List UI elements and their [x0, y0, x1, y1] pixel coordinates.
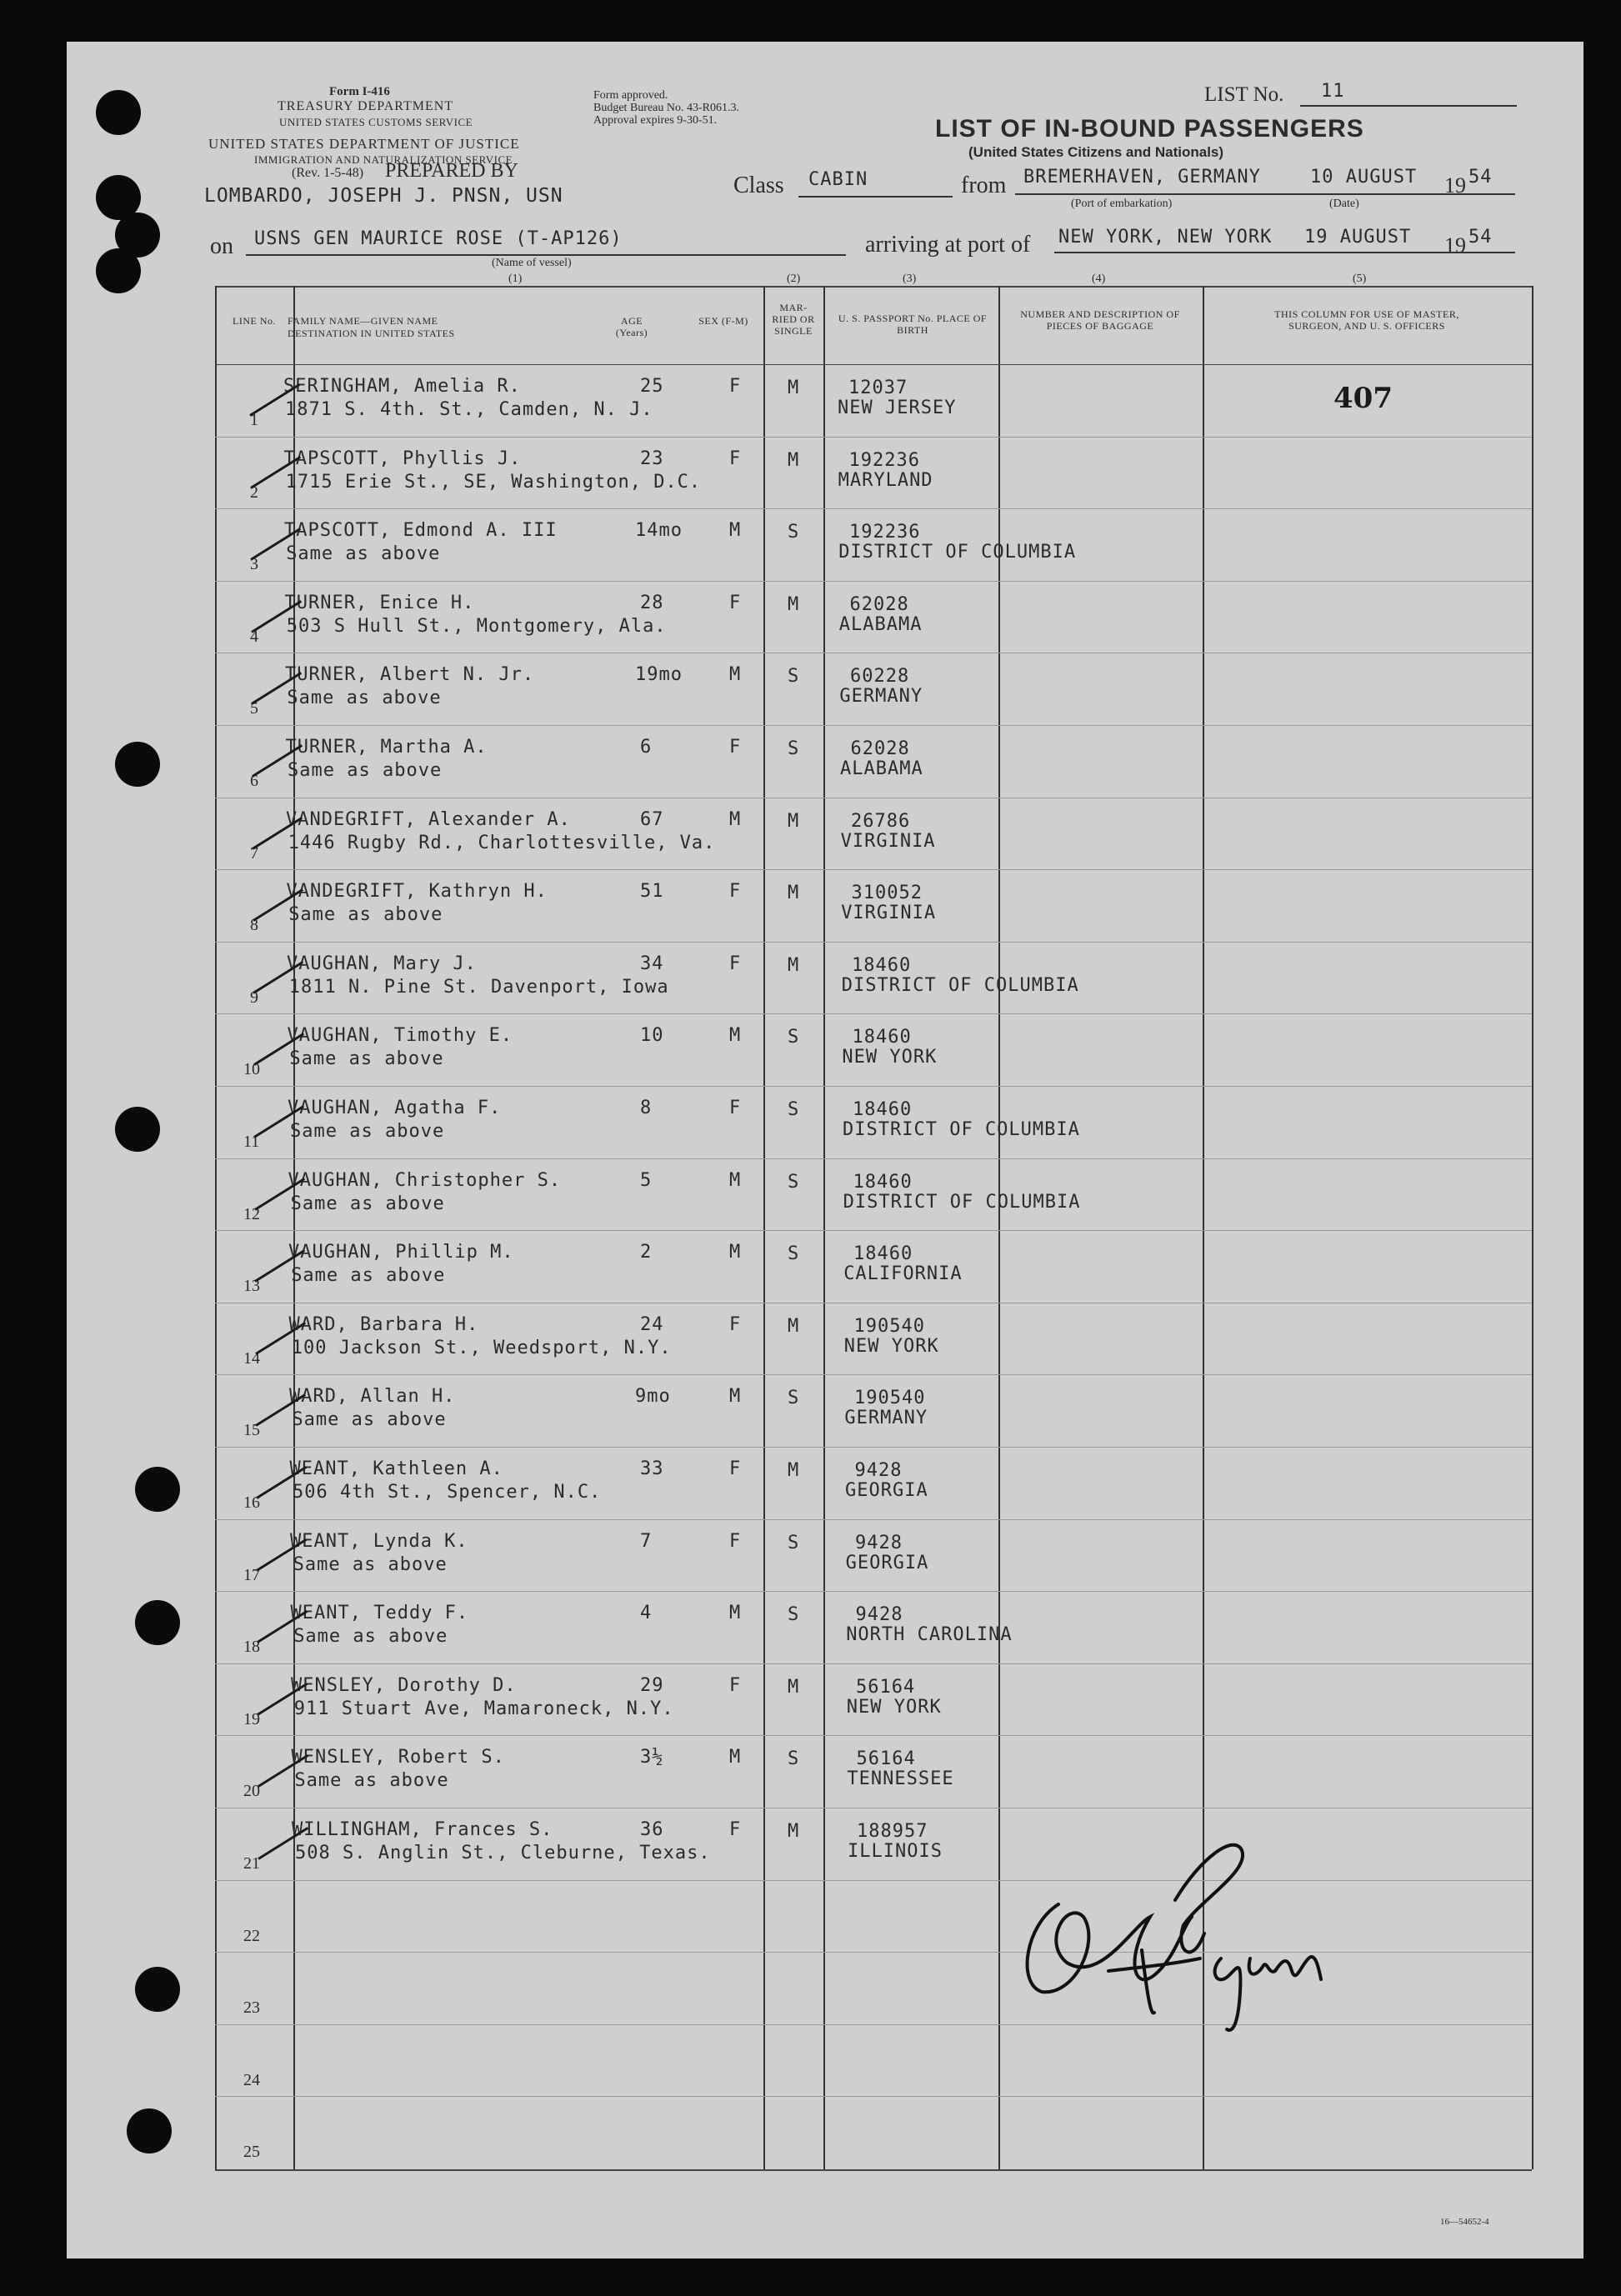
- col-num: (3): [903, 273, 917, 285]
- passport-number: 9428: [855, 1604, 903, 1626]
- destination-address: 1811 N. Pine St. Davenport, Iowa: [288, 976, 669, 998]
- embark-year-prefix: 19: [1444, 173, 1466, 198]
- embarkation-date: 10 AUGUST: [1310, 167, 1418, 188]
- passenger-name: TAPSCOTT, Phyllis J.: [283, 448, 522, 469]
- underline: [246, 254, 846, 256]
- destination-address: 1446 Rugby Rd., Charlottesville, Va.: [288, 832, 716, 853]
- header-age: AGE (Years): [615, 315, 648, 338]
- footer-code: 16—54652-4: [1440, 2217, 1489, 2227]
- marital-status: M: [788, 1676, 800, 1698]
- age: 29: [640, 1674, 664, 1696]
- passport-number: 188957: [857, 1821, 928, 1842]
- line-number: 12: [243, 1204, 260, 1223]
- underline: [798, 196, 953, 198]
- punch-hole: [115, 742, 160, 787]
- passport-number: 62028: [850, 738, 910, 759]
- justice-dept: UNITED STATES DEPARTMENT OF JUSTICE: [208, 136, 520, 152]
- ins-service: IMMIGRATION AND NATURALIZATION SERVICE: [254, 153, 513, 166]
- line-number: 8: [250, 916, 258, 935]
- marital-status: S: [788, 522, 800, 543]
- punch-hole: [135, 1467, 180, 1512]
- destination-address: Same as above: [288, 904, 443, 926]
- place-of-birth: GERMANY: [844, 1408, 928, 1429]
- passport-number: 18460: [853, 1099, 913, 1120]
- header-baggage: NUMBER AND DESCRIPTION OF PIECES OF BAGGAGE: [1020, 308, 1180, 332]
- passenger-name: TAPSCOTT, Edmond A. III: [284, 520, 558, 542]
- line-number: 15: [243, 1421, 260, 1440]
- marital-status: M: [788, 449, 800, 471]
- place-of-birth: DISTRICT OF COLUMBIA: [841, 974, 1079, 996]
- place-of-birth: NEW YORK: [842, 1047, 938, 1068]
- destination-address: 508 S. Anglin St., Cleburne, Texas.: [295, 1843, 711, 1863]
- marital-status: S: [788, 1243, 800, 1265]
- passport-number: 18460: [853, 1243, 913, 1265]
- passenger-name: VANDEGRIFT, Kathryn H.: [286, 881, 548, 903]
- destination-address: 503 S Hull St., Montgomery, Ala.: [286, 615, 667, 637]
- passenger-name: VANDEGRIFT, Alexander A.: [286, 808, 571, 830]
- place-of-birth: TENNESSEE: [847, 1768, 954, 1790]
- destination-address: Same as above: [290, 1121, 445, 1142]
- place-of-birth: ALABAMA: [838, 613, 923, 635]
- destination-address: 1871 S. 4th. St., Camden, N. J.: [285, 399, 653, 420]
- passenger-name: VAUGHAN, Agatha F.: [288, 1098, 502, 1118]
- col-num: (2): [787, 273, 801, 285]
- class-value: CABIN: [808, 169, 868, 190]
- passport-number: 192236: [849, 522, 921, 543]
- marital-status: S: [788, 738, 800, 759]
- place-of-birth: DISTRICT OF COLUMBIA: [838, 542, 1077, 563]
- age: 2: [640, 1242, 653, 1263]
- passenger-name: WEANT, Teddy F.: [290, 1603, 469, 1624]
- age: 14mo: [635, 520, 683, 542]
- table-row: [215, 2096, 1532, 2169]
- header-name: FAMILY NAME—GIVEN NAME: [288, 315, 438, 327]
- age: 8: [640, 1098, 653, 1118]
- place-of-birth: NEW JERSEY: [838, 398, 957, 418]
- sex: F: [729, 1458, 742, 1479]
- passport-number: 9428: [854, 1460, 903, 1481]
- revision: (Rev. 1-5-48): [292, 166, 364, 180]
- sex: M: [729, 1025, 742, 1047]
- age: 9mo: [635, 1386, 671, 1408]
- passport-number: 310052: [851, 883, 923, 904]
- punch-hole: [96, 248, 141, 293]
- passenger-name: WENSLEY, Dorothy D.: [291, 1674, 517, 1696]
- sex: M: [729, 1603, 742, 1624]
- place-of-birth: NEW YORK: [846, 1696, 942, 1718]
- sex: M: [729, 808, 742, 830]
- underline: [1300, 105, 1517, 107]
- marital-status: M: [788, 883, 800, 904]
- line-number: 19: [243, 1709, 260, 1728]
- embarkation-port: BREMERHAVEN, GERMANY: [1023, 167, 1261, 188]
- passenger-name: WEANT, Lynda K.: [290, 1530, 468, 1552]
- place-of-birth: VIRGINIA: [841, 903, 937, 924]
- sex: M: [729, 1386, 742, 1408]
- col-num: (1): [508, 273, 523, 285]
- approval-line: Budget Bureau No. 43-R061.3.: [593, 102, 739, 114]
- marital-status: M: [788, 1460, 800, 1481]
- passport-number: 190540: [853, 1315, 925, 1337]
- age: 19mo: [635, 664, 683, 686]
- passenger-name: VAUGHAN, Phillip M.: [288, 1242, 514, 1263]
- form-id: Form I-416: [329, 85, 390, 98]
- sex: M: [729, 1747, 742, 1768]
- sex: F: [729, 737, 742, 758]
- line-number: 3: [250, 555, 258, 574]
- doc-title: LIST OF IN-BOUND PASSENGERS: [935, 115, 1364, 143]
- passenger-name: SERINGHAM, Amelia R.: [283, 376, 521, 397]
- marital-status: M: [788, 1821, 800, 1842]
- sex: M: [729, 1169, 742, 1191]
- sex: F: [729, 1313, 742, 1335]
- marital-status: M: [788, 593, 800, 615]
- destination-address: Same as above: [289, 1048, 444, 1070]
- destination-address: 100 Jackson St., Weedsport, N.Y.: [291, 1337, 672, 1358]
- line-number: 22: [243, 1926, 260, 1945]
- sex: F: [729, 1530, 742, 1552]
- col-num: (4): [1092, 273, 1106, 285]
- age: 67: [640, 808, 664, 830]
- age: 24: [640, 1313, 664, 1335]
- punch-hole: [135, 1967, 180, 2012]
- header-married: MAR-RIED OR SINGLE: [772, 302, 815, 337]
- passport-number: 56164: [856, 1676, 916, 1698]
- arrival-port: NEW YORK, NEW YORK: [1058, 227, 1273, 248]
- sex: F: [729, 881, 742, 903]
- passport-number: 18460: [852, 954, 912, 976]
- passenger-name: TURNER, Enice H.: [284, 592, 475, 613]
- header-officers: THIS COLUMN FOR USE OF MASTER, SURGEON, AND U. S. OFFICERS: [1274, 308, 1459, 332]
- sex: M: [729, 664, 742, 686]
- marital-status: S: [788, 1099, 800, 1120]
- line-number: 7: [250, 843, 258, 863]
- underline: [1054, 252, 1515, 253]
- place-of-birth: NEW YORK: [843, 1335, 939, 1357]
- line-number: 4: [250, 627, 258, 646]
- place-of-birth: GERMANY: [839, 686, 923, 708]
- age: 36: [640, 1819, 664, 1840]
- line-number: 13: [243, 1277, 260, 1296]
- sex: F: [729, 1819, 742, 1840]
- list-no-label: LIST No.: [1204, 83, 1284, 106]
- arriving-label: arriving at port of: [865, 232, 1031, 258]
- line-number: 25: [243, 2143, 260, 2162]
- officer-signature: [1008, 1825, 1342, 2042]
- passport-number: 18460: [852, 1027, 912, 1048]
- passenger-name: TURNER, Martha A.: [285, 737, 488, 758]
- header-dest: DESTINATION IN UNITED STATES: [288, 328, 455, 339]
- passport-number: 190540: [854, 1388, 926, 1409]
- table-border: [215, 286, 1532, 288]
- passenger-name: WARD, Allan H.: [289, 1386, 456, 1408]
- stamp-number: 407: [1333, 382, 1393, 415]
- passport-number: 18460: [853, 1171, 913, 1193]
- place-of-birth: ILLINOIS: [848, 1841, 943, 1862]
- destination-address: Same as above: [294, 1770, 449, 1792]
- passport-number: 56164: [856, 1748, 916, 1770]
- punch-hole: [135, 1600, 180, 1645]
- marital-status: M: [788, 954, 800, 976]
- passenger-name: TURNER, Albert N. Jr.: [285, 664, 535, 686]
- passport-number: 192236: [848, 449, 920, 471]
- passenger-name: WILLINGHAM, Frances S.: [292, 1819, 553, 1840]
- header-line-no: LINE No.: [233, 315, 276, 327]
- punch-hole: [115, 1107, 160, 1152]
- customs-service: UNITED STATES CUSTOMS SERVICE: [279, 116, 473, 128]
- passenger-name: VAUGHAN, Mary J.: [287, 953, 477, 974]
- place-of-birth: MARYLAND: [838, 469, 933, 491]
- doc-subtitle: (United States Citizens and Nationals): [968, 144, 1224, 160]
- line-number: 21: [243, 1854, 260, 1873]
- treasury-dept: TREASURY DEPARTMENT: [278, 99, 454, 113]
- sex: M: [729, 1242, 742, 1263]
- sex: F: [729, 953, 742, 974]
- date-caption: (Date): [1329, 198, 1359, 210]
- marital-status: S: [788, 1532, 800, 1553]
- age: 6: [640, 737, 653, 758]
- line-number: 16: [243, 1493, 260, 1512]
- destination-address: Same as above: [287, 688, 442, 709]
- place-of-birth: CALIFORNIA: [843, 1263, 963, 1285]
- destination-address: Same as above: [293, 1553, 448, 1575]
- sex: F: [729, 1674, 742, 1696]
- from-label: from: [961, 173, 1007, 198]
- line-number: 1: [250, 411, 258, 429]
- marital-status: M: [788, 810, 800, 832]
- passport-number: 26786: [851, 810, 911, 832]
- line-number: 17: [243, 1565, 260, 1584]
- place-of-birth: DISTRICT OF COLUMBIA: [843, 1191, 1081, 1213]
- destination-address: Same as above: [291, 1265, 446, 1287]
- line-number: 23: [243, 1998, 260, 2018]
- sex: F: [729, 1098, 742, 1118]
- age: 10: [640, 1025, 664, 1047]
- passenger-name: WENSLEY, Robert S.: [291, 1747, 505, 1768]
- marital-status: S: [788, 1027, 800, 1048]
- passport-number: 62028: [849, 593, 909, 615]
- arrival-year-prefix: 19: [1444, 233, 1466, 258]
- table-border: [1532, 286, 1533, 2169]
- passport-number: 60228: [850, 666, 910, 688]
- line-number: 5: [250, 699, 258, 718]
- class-label: Class: [733, 173, 784, 198]
- col-num: (5): [1353, 273, 1367, 285]
- destination-address: 911 Stuart Ave, Mamaroneck, N.Y.: [293, 1698, 674, 1719]
- passenger-name: WEANT, Kathleen A.: [289, 1458, 503, 1479]
- place-of-birth: NORTH CAROLINA: [846, 1624, 1013, 1646]
- sex: M: [729, 520, 742, 542]
- line-number: 18: [243, 1638, 260, 1657]
- vessel-caption: (Name of vessel): [492, 257, 572, 269]
- vessel-name: USNS GEN MAURICE ROSE (T-AP126): [254, 228, 623, 249]
- passport-number: 12037: [848, 378, 908, 398]
- sex: F: [729, 376, 742, 397]
- passenger-name: WARD, Barbara H.: [288, 1313, 479, 1335]
- age: 7: [640, 1530, 653, 1552]
- place-of-birth: GEORGIA: [845, 1480, 928, 1501]
- age: 33: [640, 1458, 664, 1479]
- line-number: 10: [243, 1060, 260, 1079]
- sex: F: [729, 592, 742, 613]
- line-number: 20: [243, 1782, 260, 1801]
- prepared-by-label: PREPARED BY: [385, 160, 518, 182]
- header-passport: U. S. PASSPORT No. PLACE OF BIRTH: [838, 313, 988, 336]
- place-of-birth: VIRGINIA: [840, 830, 936, 852]
- marital-status: S: [788, 1748, 800, 1770]
- punch-hole: [127, 2108, 172, 2153]
- punch-hole: [96, 90, 141, 135]
- list-no: 11: [1321, 81, 1345, 102]
- marital-status: S: [788, 1604, 800, 1626]
- destination-address: Same as above: [286, 543, 441, 565]
- place-of-birth: DISTRICT OF COLUMBIA: [843, 1119, 1080, 1140]
- age: 51: [640, 881, 664, 903]
- passenger-name: VAUGHAN, Timothy E.: [287, 1025, 513, 1047]
- age: 25: [640, 376, 664, 397]
- line-number: 2: [250, 483, 258, 502]
- place-of-birth: GEORGIA: [845, 1552, 929, 1573]
- approval-line: Approval expires 9-30-51.: [593, 114, 718, 127]
- sex: F: [729, 448, 742, 469]
- age: 23: [640, 448, 664, 469]
- age: 28: [640, 592, 664, 613]
- approval-line: Form approved.: [593, 89, 668, 102]
- marital-status: S: [788, 1388, 800, 1409]
- destination-address: Same as above: [290, 1193, 445, 1214]
- underline: [1015, 193, 1515, 195]
- destination-address: 1715 Erie St., SE, Washington, D.C.: [285, 471, 702, 493]
- marital-status: M: [788, 1315, 800, 1337]
- on-label: on: [210, 233, 233, 259]
- age: 34: [640, 953, 664, 974]
- age: 4: [640, 1603, 653, 1624]
- marital-status: S: [788, 1171, 800, 1193]
- marital-status: S: [788, 666, 800, 688]
- arrival-year-suffix: 54: [1468, 227, 1493, 248]
- arrival-date: 19 AUGUST: [1304, 227, 1412, 248]
- header-sex: SEX (F-M): [698, 315, 748, 327]
- place-of-birth: ALABAMA: [840, 758, 923, 779]
- preparer-name: LOMBARDO, JOSEPH J. PNSN, USN: [204, 185, 563, 207]
- line-number: 11: [243, 1133, 260, 1151]
- table-border: [215, 2169, 1532, 2171]
- age: 5: [640, 1169, 653, 1191]
- port-caption: (Port of embarkation): [1071, 198, 1173, 210]
- age: 3½: [640, 1747, 664, 1768]
- line-number: 24: [243, 2070, 260, 2089]
- line-number: 6: [250, 772, 258, 790]
- marital-status: M: [788, 378, 800, 398]
- destination-address: Same as above: [293, 1626, 448, 1648]
- line-number: 14: [243, 1348, 260, 1368]
- passport-number: 9428: [855, 1532, 903, 1553]
- line-number: 9: [250, 988, 258, 1007]
- passenger-name: VAUGHAN, Christopher S.: [288, 1169, 562, 1191]
- embark-year-suffix: 54: [1468, 167, 1493, 188]
- destination-address: Same as above: [288, 760, 443, 781]
- destination-address: Same as above: [292, 1409, 447, 1431]
- destination-address: 506 4th St., Spencer, N.C.: [293, 1482, 602, 1503]
